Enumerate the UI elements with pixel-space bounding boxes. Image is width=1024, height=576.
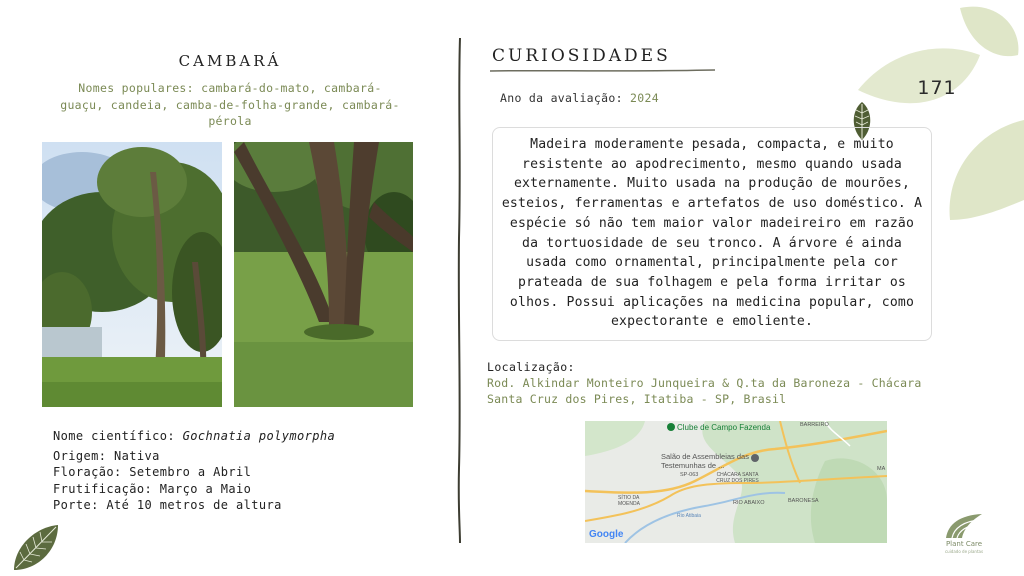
brand-name: Plant Care bbox=[945, 540, 983, 548]
map-google-logo: Google bbox=[589, 529, 624, 540]
location-map[interactable] bbox=[585, 421, 887, 543]
column-divider bbox=[455, 38, 465, 543]
map-label-sitio: SÍTIO DA MOENDA bbox=[618, 495, 640, 507]
scientific-name-value: Gochnatia polymorpha bbox=[182, 429, 336, 443]
evaluation-year: Ano da avaliação: 2024 bbox=[500, 91, 659, 105]
leaf-decoration-bottom-left bbox=[10, 522, 62, 574]
brand-tagline: cuidado de plantas bbox=[944, 549, 984, 554]
species-title: CAMBARÁ bbox=[178, 52, 282, 70]
location-label: Localização: bbox=[487, 360, 575, 374]
map-label-rio-abaixo: RIO ABAIXO bbox=[733, 500, 765, 506]
tree-photo-trunks bbox=[234, 142, 413, 407]
flowering: Floração: Setembro a Abril bbox=[53, 465, 252, 479]
map-label-sp063: SP-063 bbox=[680, 472, 699, 478]
map-poi-hall: Salão de Assembleias das Testemunhas de ... bbox=[661, 452, 749, 470]
fruiting: Frutificação: Março a Maio bbox=[53, 482, 252, 496]
curiosities-title: CURIOSIDADES bbox=[492, 46, 671, 66]
map-poi-club: Clube de Campo Fazenda bbox=[677, 423, 771, 432]
title-underline bbox=[490, 68, 715, 74]
evaluation-year-value: 2024 bbox=[630, 91, 659, 105]
map-label-baronesa: BARONESA bbox=[788, 498, 819, 504]
map-label-river: Rio Atibaia bbox=[677, 513, 701, 519]
location-address: Rod. Alkindar Monteiro Junqueira & Q.ta da Baroneza - Chácara Santa Cruz dos Pires, Itatiba - SP, Brasil bbox=[487, 376, 922, 406]
description-text: Madeira moderamente pesada, compacta, e muito resistente ao apodrecimento, mesmo quando usada externamente. Muito usada na produção de mourões, esteios, ferramentas e artefatos de uso doméstico. A espécie só não tem maior valor madeireiro em razão da tortuosidade de seu tronco. A árvore é ainda usada como ornamental, principalmente pela cor prateada de sua folhagem e pela forma irritar os olhos. Possui aplicações na medicina popular, como expectorante e emoliente. bbox=[501, 137, 923, 330]
map-label-ma: MA bbox=[877, 466, 886, 472]
origin: Origem: Nativa bbox=[53, 449, 160, 463]
scientific-name: Nome científico: Gochnatia polymorpha bbox=[53, 429, 336, 443]
map-label-barreiro: BARREIRO bbox=[800, 422, 829, 428]
map-label-chacara: CHÁCARA SANTA CRUZ DOS PIRES bbox=[716, 472, 759, 484]
tree-photo-canopy bbox=[42, 142, 222, 407]
size: Porte: Até 10 metros de altura bbox=[53, 498, 282, 512]
page-number: 171 bbox=[917, 77, 957, 99]
popular-names: Nomes populares: cambará-do-mato, cambará-guaçu, candeia, camba-de-folha-grande, cambará-pérola bbox=[60, 81, 400, 128]
plant-care-logo-icon bbox=[942, 512, 986, 540]
